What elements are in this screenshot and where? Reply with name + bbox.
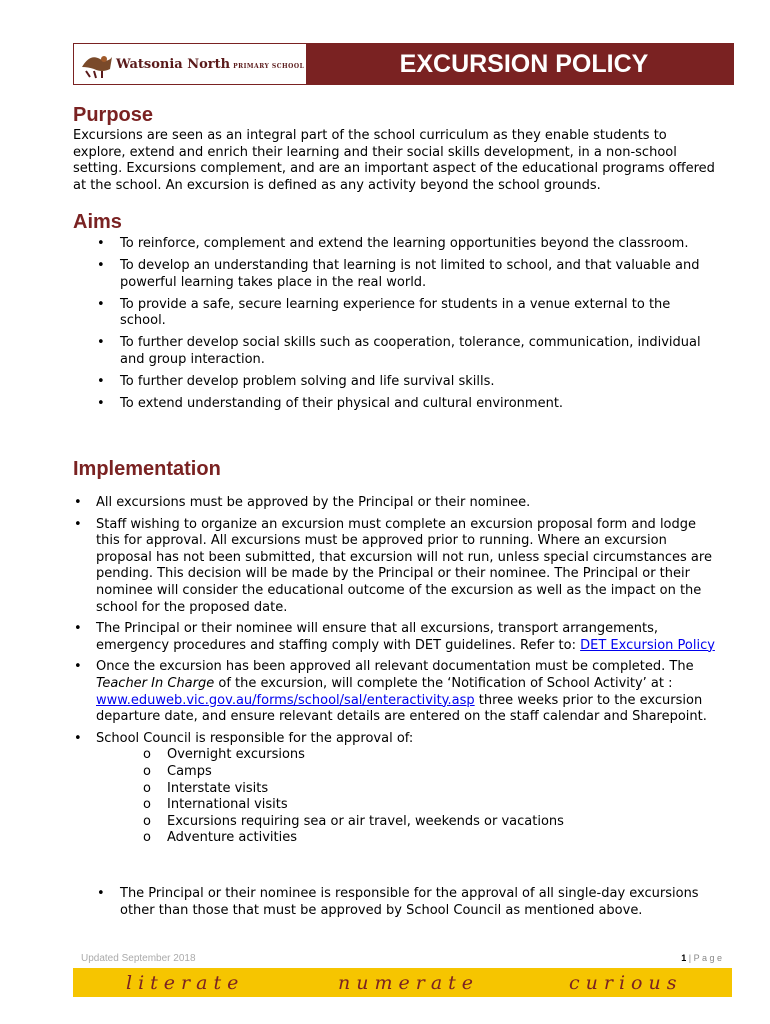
page-number-value: 1: [681, 953, 687, 963]
list-item: [73, 621, 718, 654]
sub-list-item: o International visits: [96, 797, 718, 814]
school-name-sub: PRIMARY SCHOOL: [233, 62, 305, 70]
list-item: • All excursions must be approved by the Principal or their nominee.: [73, 495, 718, 512]
sub-list-item: o Excursions requiring sea or air travel, weekends or vacations: [96, 814, 718, 831]
document-title: EXCURSION POLICY: [307, 44, 733, 84]
implementation-heading: Implementation: [73, 458, 221, 480]
implementation-list: [73, 495, 718, 852]
item-text: of the excursion, will complete the ‘Notification of School Activity’ at :: [214, 675, 673, 691]
updated-date: Updated September 2018: [81, 953, 196, 964]
list-item: • To extend understanding of their physical and cultural environment.: [73, 396, 713, 413]
document-header: [73, 43, 734, 85]
list-item: • To further develop social skills such as cooperation, tolerance, communication, individual and group interaction.: [73, 335, 713, 368]
footer-motto-bar: [73, 968, 732, 997]
item-text: three weeks prior to the excursion departure date, and ensure relevant details are entered on the staff calendar and Sharepoint.: [96, 692, 707, 725]
purpose-heading: Purpose: [73, 104, 154, 126]
sub-list-item: o Camps: [96, 764, 718, 781]
school-logo-icon: [80, 49, 114, 79]
sub-list-item: o Adventure activities: [96, 830, 718, 847]
item-text: The Principal or their nominee will ensure that all excursions, transport arrangements, emergency procedures and staffing comply with DET guidelines. Refer to:: [96, 621, 658, 653]
list-item: • To further develop problem solving and life survival skills.: [73, 374, 713, 391]
list-item: • Staff wishing to organize an excursion must complete an excursion proposal form and lodge this for approval. All excursions must be approved prior to running. Where an excursion proposal has not been submitted, that excursion will not run, unless special circumstances are pending. This decision will be made by the Principal or their nominee. The Principal or their nominee will consider the educational outcome of the excursion as well as the impact on the school for the proposed date.: [73, 517, 718, 617]
list-item: • To develop an understanding that learning is not limited to school, and that valuable and powerful learning takes place in the real world.: [73, 258, 713, 291]
item-text: Once the excursion has been approved all relevant documentation must be completed. The: [96, 659, 694, 675]
motto-numerate: numerate: [338, 971, 480, 994]
school-name: Watsonia North PRIMARY SCHOOL: [116, 56, 305, 72]
eduweb-link[interactable]: www.eduweb.vic.gov.au/forms/school/sal/enteractivity.asp: [96, 692, 475, 708]
list-item: • To provide a safe, secure learning experience for students in a venue external to the school.: [73, 297, 713, 330]
det-excursion-policy-link[interactable]: DET Excursion Policy: [580, 637, 715, 653]
list-item: [73, 731, 718, 847]
teacher-in-charge-text: Teacher In Charge: [96, 675, 215, 691]
page-label: | P a g e: [688, 953, 722, 963]
list-item: • The Principal or their nominee is responsible for the approval of all single-day excursions other than those that must be approved by School Council as mentioned above.: [73, 886, 713, 919]
purpose-text: Excursions are seen as an integral part of the school curriculum as they enable students to explore, extend and enrich their learning and their social skills development, in a non-school setting. Excursions complement, and are an important aspect of the educational programs offered at the school. An excursion is defined as any activity beyond the school grounds.: [73, 128, 715, 193]
list-item: [73, 659, 718, 725]
page-number: [681, 953, 722, 963]
motto-literate: literate: [126, 971, 245, 994]
council-approval-list: [96, 747, 718, 847]
list-item: • To reinforce, complement and extend the learning opportunities beyond the classroom.: [73, 236, 713, 253]
aims-heading: Aims: [73, 211, 122, 233]
aims-list: [73, 236, 713, 418]
school-logo: [74, 44, 307, 84]
sub-list-item: o Interstate visits: [96, 781, 718, 798]
item-text: School Council is responsible for the approval of:: [96, 730, 414, 746]
motto-curious: curious: [569, 971, 683, 994]
sub-list-item: o Overnight excursions: [96, 747, 718, 764]
